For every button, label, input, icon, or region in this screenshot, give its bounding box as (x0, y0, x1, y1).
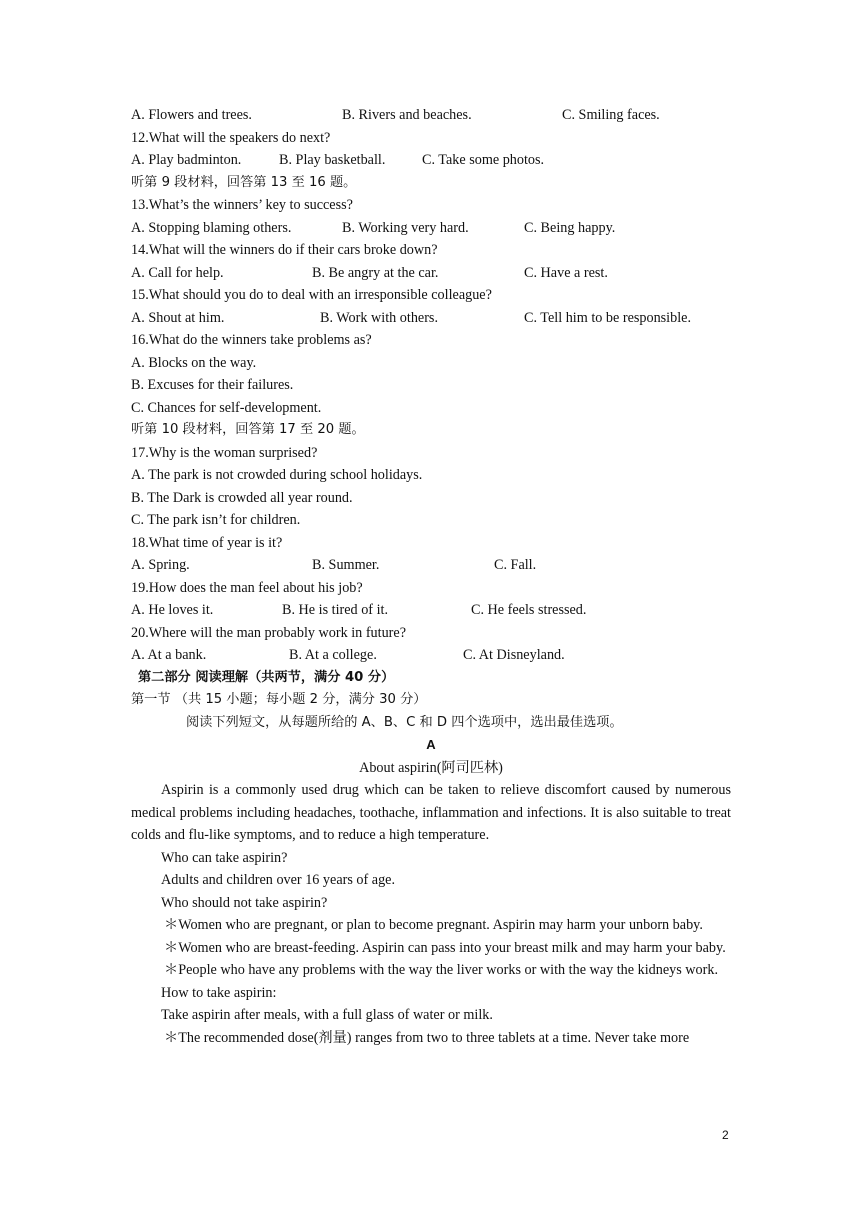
bullet-liver-kidneys: ＊People who have any problems with the way the liver works or with the way the kidneys work. (164, 962, 718, 978)
q11-option-b: B. Rivers and beaches. (342, 107, 472, 123)
q18-option-b: B. Summer. (312, 557, 380, 573)
q12-stem: 12.What will the speakers do next? (131, 129, 331, 146)
q19-option-c: C. He feels stressed. (471, 602, 587, 618)
section9-instruction: 听第 9 段材料，回答第 13 至 16 题。 (131, 174, 357, 190)
q19-stem: 19.How does the man feel about his job? (131, 579, 363, 596)
q13-option-b: B. Working very hard. (342, 219, 469, 236)
q18-stem: 18.What time of year is it? (131, 534, 283, 551)
q14-option-c: C. Have a rest. (524, 264, 608, 281)
how-to-take-answer: Take aspirin after meals, with a full glass of water or milk. (161, 1007, 493, 1023)
q12-option-c: C. Take some photos. (422, 152, 545, 168)
q15-option-b: B. Work with others. (320, 309, 439, 326)
who-can-question: Who can take aspirin? (161, 849, 288, 866)
q16-option-b: B. Excuses for their failures. (131, 377, 294, 393)
q13-stem: 13.What’s the winners’ key to success? (131, 197, 353, 213)
q11-option-a: A. Flowers and trees. (131, 107, 252, 123)
q16-option-a: A. Blocks on the way. (131, 354, 257, 371)
bullet-pregnant: ＊Women who are pregnant, or plan to become pregnant. Aspirin may harm your unborn baby. (164, 917, 703, 933)
q20-option-b: B. At a college. (289, 647, 377, 663)
who-can-answer: Adults and children over 16 years of age. (161, 872, 396, 888)
q17-option-b: B. The Dark is crowded all year round. (131, 489, 353, 506)
page-number: 2 (722, 1128, 729, 1142)
part2-heading: 第二部分 阅读理解（共两节，满分 40 分） (138, 669, 395, 685)
q20-option-c: C. At Disneyland. (463, 647, 565, 663)
who-not-question: Who should not take aspirin? (161, 894, 328, 911)
q16-stem: 16.What do the winners take problems as? (131, 332, 372, 348)
section1-heading: 第一节 （共 15 小题；每小题 2 分，满分 30 分） (131, 692, 427, 707)
q16-option-c: C. Chances for self-development. (131, 399, 322, 416)
reading-instruction: 阅读下列短文，从每题所给的 A、B、C 和 D 四个选项中，选出最佳选项。 (186, 714, 623, 730)
q14-option-a: A. Call for help. (131, 264, 224, 281)
q18-option-c: C. Fall. (494, 557, 537, 573)
q11-options (131, 104, 731, 127)
q18-options (131, 554, 731, 577)
passage-letter: A (426, 737, 436, 752)
q17-option-c: C. The park isn’t for children. (131, 512, 301, 528)
section10-instruction: 听第 10 段材料，回答第 17 至 20 题。 (131, 422, 365, 437)
q19-options (131, 599, 731, 622)
q13-option-c: C. Being happy. (524, 219, 616, 236)
q17-stem: 17.Why is the woman surprised? (131, 444, 318, 461)
how-to-take-question: How to take aspirin: (161, 984, 277, 1001)
bullet-dose: ＊The recommended dose(剂量) ranges from two to three tablets at a time. Never take more (164, 1029, 690, 1046)
q13-options (131, 217, 731, 240)
passage-title: About aspirin(阿司匹林) (359, 759, 503, 776)
passage-intro: Aspirin is a commonly used drug which can be taken to relieve discomfort caused by numerous medical problems including headaches, toothache, inflammation and infections. It is also suitable to treat colds and flu-like symptoms, and to reduce a high temperature. (131, 782, 731, 843)
q12-options (131, 149, 731, 172)
q18-option-a: A. Spring. (131, 557, 190, 573)
q15-option-c: C. Tell him to be responsible. (524, 309, 692, 326)
page-content (131, 104, 731, 1049)
q20-option-a: A. At a bank. (131, 647, 207, 663)
q20-options (131, 644, 731, 667)
q20-stem: 20.Where will the man probably work in future? (131, 624, 406, 641)
q11-option-c: C. Smiling faces. (562, 107, 660, 123)
q12-option-a: A. Play badminton. (131, 152, 242, 168)
q19-option-b: B. He is tired of it. (282, 602, 388, 618)
q12-option-b: B. Play basketball. (279, 152, 386, 168)
q14-stem: 14.What will the winners do if their cars broke down? (131, 242, 438, 258)
q14-options (131, 262, 731, 285)
q17-option-a: A. The park is not crowded during school holidays. (131, 467, 423, 483)
q14-option-b: B. Be angry at the car. (312, 264, 439, 281)
q19-option-a: A. He loves it. (131, 602, 214, 618)
q15-stem: 15.What should you do to deal with an irresponsible colleague? (131, 287, 492, 303)
bullet-breastfeeding: ＊Women who are breast-feeding. Aspirin can pass into your breast milk and may harm your baby. (164, 939, 726, 956)
q15-options (131, 307, 731, 330)
q13-option-a: A. Stopping blaming others. (131, 219, 292, 236)
q15-option-a: A. Shout at him. (131, 309, 225, 326)
